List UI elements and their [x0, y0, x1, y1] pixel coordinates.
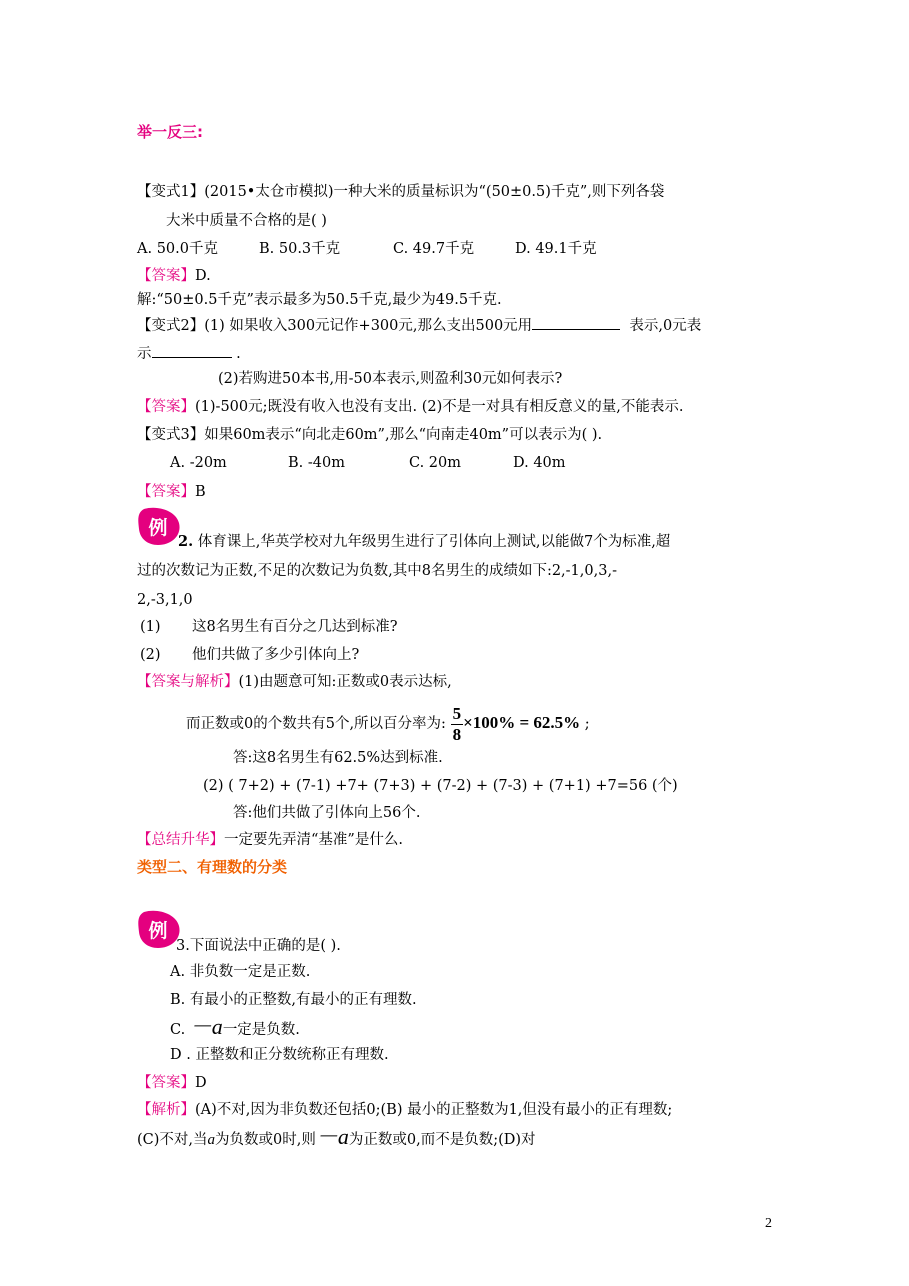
- variant2-answer: [137, 397, 683, 417]
- variable-a: a: [207, 1132, 216, 1148]
- question-text: 这8名男生有百分之几达到标准?: [192, 619, 398, 635]
- example3-option-a: A. 非负数一定是正数.: [170, 964, 311, 980]
- variant1-options: [137, 239, 597, 259]
- page-number: 2: [765, 1216, 772, 1231]
- answer-text: 而正数或0的个数共有5个,所以百分率为:: [186, 716, 446, 732]
- variant1-answer: [137, 266, 211, 286]
- answer-tag: 【答案】: [137, 399, 195, 415]
- example2-answer-line3: 答:这8名男生有62.5%达到标准.: [233, 750, 443, 766]
- example2-answer-line5: 答:他们共做了引体向上56个.: [233, 805, 421, 821]
- variant3-options: [170, 453, 566, 473]
- variant2-text: (1) 如果收入300元记作+300元,那么支出500元用: [204, 318, 533, 334]
- answer-tag: 【答案】: [137, 268, 195, 284]
- variant2-text-c: 示: [137, 346, 152, 362]
- svg-text:例: 例: [148, 517, 168, 539]
- variant2-line2: [137, 343, 241, 364]
- analysis-tag: 【解析】: [137, 1102, 195, 1118]
- example2-answer-line1: [137, 672, 452, 692]
- example2-text1: 体育课上,华英学校对九年级男生进行了引体向上测试,以能做7个为标准,超: [197, 534, 671, 550]
- variant1-line1: [137, 182, 664, 202]
- example3-option-c: [170, 1014, 300, 1043]
- example3-analysis-line1: [137, 1100, 672, 1120]
- example3-analysis-line2: [137, 1124, 536, 1153]
- fraction: [451, 704, 464, 745]
- example3-question: 3.下面说法中正确的是( ).: [176, 938, 341, 954]
- svg-text:例: 例: [148, 920, 168, 942]
- answer-tag: 【答案】: [137, 484, 195, 500]
- option-c: C. 49.7千克: [393, 241, 475, 257]
- analysis-text: 为负数或0时,则: [215, 1132, 316, 1148]
- analysis-text: 为正数或0,而不是负数;(D)对: [348, 1132, 536, 1148]
- option-d: D. 40m: [513, 455, 566, 471]
- fraction-denominator: 8: [452, 724, 462, 744]
- answer-value: D: [195, 1075, 207, 1091]
- answer-analysis-tag: 【答案与解析】: [137, 674, 239, 690]
- option-d: D. 49.1千克: [515, 241, 597, 257]
- option-text: 一定是负数.: [222, 1022, 300, 1038]
- option-b: B. -40m: [288, 455, 345, 471]
- example3-answer: [137, 1073, 207, 1093]
- variant2-question2: (2)若购进50本书,用-50本表示,则盈利30元如何表示?: [218, 371, 563, 387]
- neg-a-symbol: －a: [189, 1014, 223, 1039]
- question-text: 他们共做了多少引体向上?: [192, 647, 360, 663]
- example2-line2: 过的次数记为正数,不足的次数记为负数,其中8名男生的成绩如下:2,-1,0,3,-: [137, 563, 617, 579]
- variant1-tag: 【变式1】: [137, 184, 205, 200]
- example2-line1: [178, 532, 670, 552]
- variant2-tag: 【变式2】: [137, 318, 205, 334]
- variant2-text-b: 表示,0元表: [629, 318, 702, 334]
- option-label: C.: [170, 1022, 186, 1038]
- question-number: (2): [140, 647, 161, 663]
- variant2-text-d: .: [236, 346, 241, 362]
- analysis-text: (A)不对,因为非负数还包括0;(B) 最小的正整数为1,但没有最小的正有理数;: [195, 1102, 673, 1118]
- variant3-answer: [137, 482, 206, 502]
- analysis-text: (C)不对,当: [137, 1132, 208, 1148]
- variant2-line1: [137, 315, 701, 336]
- example2-number: 2.: [178, 533, 194, 550]
- neg-a-symbol: －a: [315, 1124, 349, 1149]
- answer-blank-2[interactable]: [152, 343, 232, 358]
- option-c: C. 20m: [409, 455, 461, 471]
- example2-line3: 2,-3,1,0: [137, 592, 193, 608]
- example2-answer-line2: [186, 700, 590, 747]
- variant1-solution: 解:“50±0.5千克”表示最多为50.5千克,最少为49.5千克.: [137, 292, 502, 308]
- example2-question2: [140, 645, 360, 665]
- example-badge-icon: [136, 507, 182, 547]
- option-b: B. 50.3千克: [259, 241, 341, 257]
- example3-option-b: B. 有最小的正整数,有最小的正有理数.: [170, 992, 417, 1008]
- variant3-tag: 【变式3】: [137, 427, 205, 443]
- answer-text: (1)由题意可知:正数或0表示达标,: [238, 674, 452, 690]
- example2-question1: [140, 617, 398, 637]
- variant1-text: (2015•太仓市模拟)一种大米的质量标识为“(50±0.5)千克”,则下列各袋: [204, 184, 665, 200]
- summary-text: 一定要先弄清“基准”是什么.: [224, 832, 403, 848]
- answer-value: B: [195, 484, 206, 500]
- option-a: A. 50.0千克: [137, 241, 218, 257]
- type2-heading: 类型二、有理数的分类: [137, 858, 288, 876]
- formula-end: ;: [584, 716, 590, 732]
- fraction-numerator: 5: [452, 703, 462, 723]
- variant3-line1: [137, 425, 602, 445]
- example3-option-d: D . 正整数和正分数统称正有理数.: [170, 1047, 389, 1063]
- answer-tag: 【答案】: [137, 1075, 195, 1091]
- variant3-text: 如果60m表示“向北走60m”,那么“向南走40m”可以表示为( ).: [204, 427, 603, 443]
- summary-line: [137, 830, 403, 850]
- summary-tag: 【总结升华】: [137, 832, 224, 848]
- answer-value: D.: [195, 268, 211, 284]
- option-a: A. -20m: [170, 455, 227, 471]
- practice-heading: 举一反三:: [137, 123, 203, 141]
- variant1-line2: 大米中质量不合格的是( ): [166, 213, 327, 229]
- answer-value: (1)-500元;既没有收入也没有支出. (2)不是一对具有相反意义的量,不能表示.: [195, 399, 684, 415]
- answer-blank-1[interactable]: [532, 315, 620, 330]
- question-number: (1): [140, 619, 161, 635]
- example2-answer-line4: (2) ( 7+2) + (7-1) +7+ (7+3) + (7-2) + (7-3) + (7+1) +7=56 (个): [203, 778, 678, 794]
- formula-expression: ×100% = 62.5%: [463, 713, 581, 732]
